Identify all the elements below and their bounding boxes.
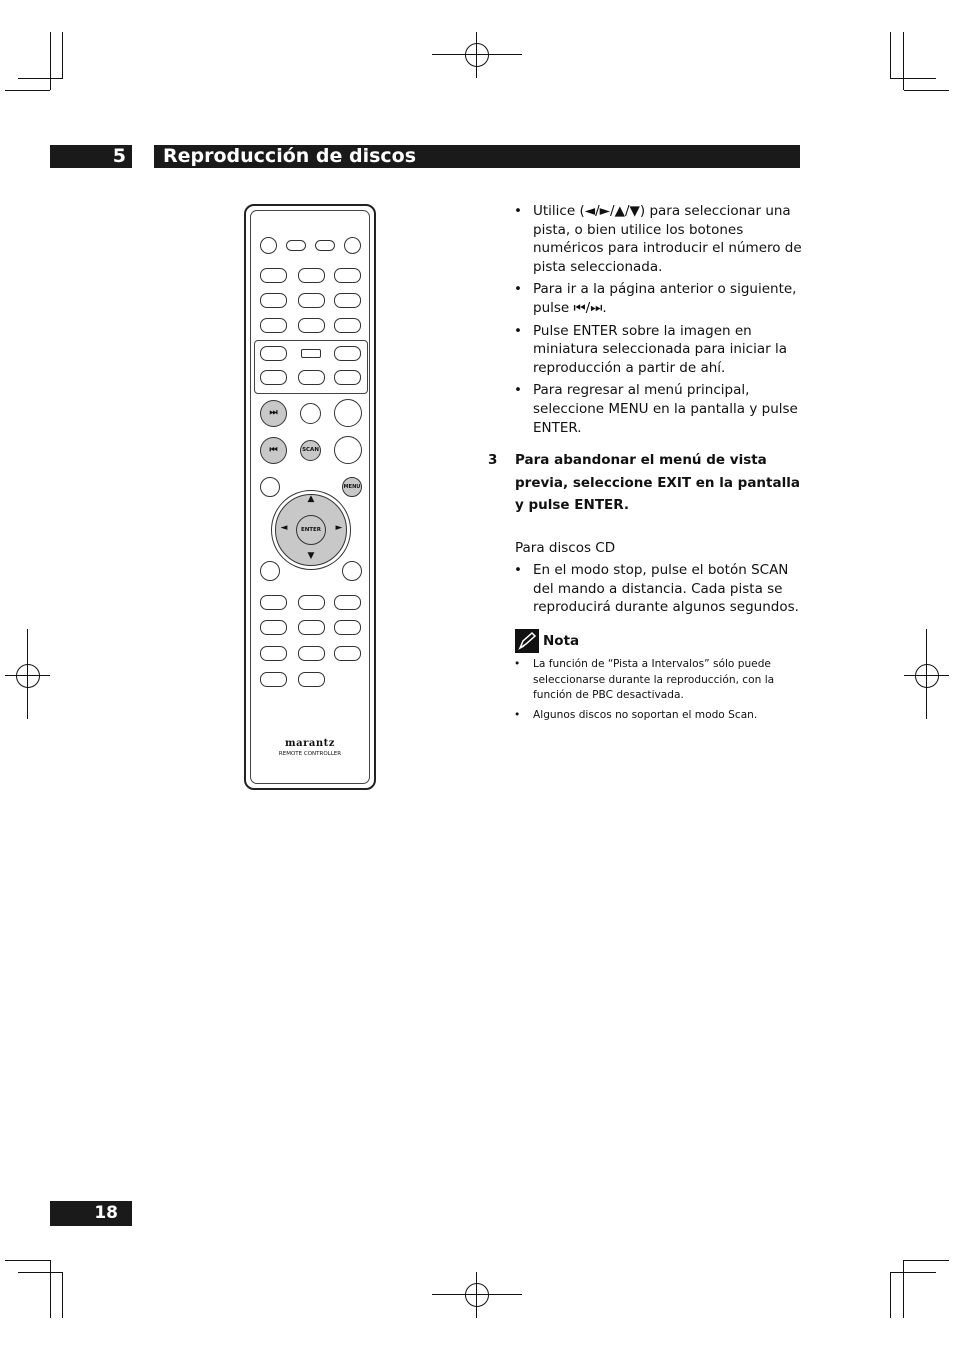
- up-arrow-icon: ▲: [307, 494, 315, 504]
- note-item: • La función de “Pista a Intervalos” sólo puede seleccionarse durante la reproducción, con la función de PBC desactivada.: [488, 657, 808, 704]
- bullet-item: • Para ir a la página anterior o siguiente, pulse ⏮/⏭.: [488, 280, 808, 317]
- section-number: 5: [50, 145, 132, 168]
- step-text: Para abandonar el menú de vista previa, seleccione EXIT en la pantalla y pulse ENTER.: [515, 452, 800, 514]
- right-arrow-icon: ►: [335, 523, 343, 533]
- pencil-note-icon: [515, 629, 539, 653]
- step-number: 3: [488, 452, 498, 469]
- note-label: Nota: [543, 633, 580, 649]
- enter-button-label: ENTER: [300, 527, 322, 533]
- bullet-item: • Utilice (◄/►/▲/▼) para seleccionar una pista, o bien utilice los botones numéricos para introducir el número de pista seleccionada.: [488, 202, 808, 276]
- next-track-icon: ⏭: [269, 408, 278, 418]
- instructions-column: [488, 202, 808, 723]
- note-item: • Algunos discos no soportan el modo Scan.: [488, 708, 808, 724]
- bullet-item: • Pulse ENTER sobre la imagen en miniatura seleccionada para iniciar la reproducción a partir de ahí.: [488, 322, 808, 378]
- left-arrow-icon: ◄: [280, 523, 288, 533]
- remote-control-illustration: [244, 204, 376, 790]
- step-3: [488, 449, 808, 517]
- down-arrow-icon: ▼: [307, 551, 315, 561]
- scan-button-label: SCAN: [302, 447, 319, 453]
- menu-button-label: MENU: [343, 484, 361, 490]
- cd-heading: Para discos CD: [515, 539, 616, 556]
- prev-track-icon: ⏮: [269, 445, 278, 455]
- note-header: [488, 629, 808, 653]
- bullet-item: • Para regresar al menú principal, seleccione MENU en la pantalla y pulse ENTER.: [488, 381, 808, 437]
- brand-logo: marantz: [285, 738, 335, 749]
- remote-subtitle: REMOTE CONTROLLER: [278, 751, 342, 757]
- section-title: Reproducción de discos: [154, 145, 800, 168]
- bullet-item: • En el modo stop, pulse el botón SCAN del mando a distancia. Cada pista se reproducirá durante algunos segundos.: [488, 561, 808, 617]
- page-number: 18: [50, 1201, 132, 1226]
